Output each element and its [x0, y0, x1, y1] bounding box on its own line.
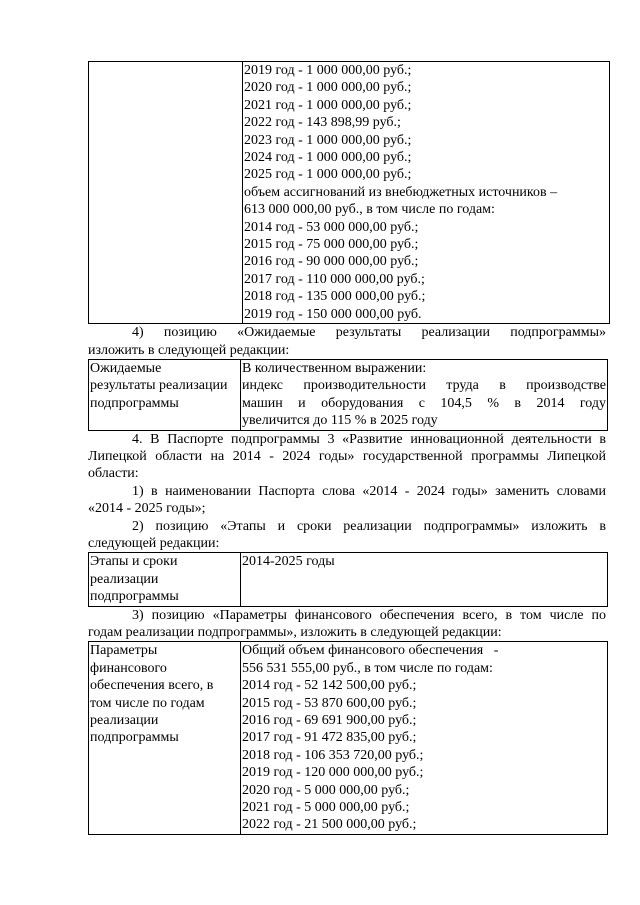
financing-line: 2023 год - 1 000 000,00 руб.;: [244, 132, 412, 148]
value-line: 2022 год - 21 500 000,00 руб.;: [242, 817, 417, 833]
value-line: индекс производительности труда в производстве: [242, 378, 606, 394]
financing-line: 2017 год - 110 000 000,00 руб.;: [244, 271, 425, 287]
expected-results-table: [88, 359, 608, 431]
item-3-paragraph: [88, 607, 606, 642]
label-line: Параметры: [90, 643, 158, 659]
value-line: 2014-2025 годы: [242, 554, 335, 570]
paragraph-line: 2) позицию «Этапы и сроки реализации подпрограммы» изложить в: [132, 518, 606, 534]
item-2-paragraph: [88, 518, 606, 553]
value-line: 2015 год - 53 870 600,00 руб.;: [242, 695, 417, 711]
stages-value-cell: [241, 553, 608, 606]
table-row: [89, 359, 608, 430]
financing-parameters-label-cell: [89, 642, 241, 834]
section-4-paragraph: [88, 431, 606, 483]
financing-line: 2025 год - 1 000 000,00 руб.;: [244, 167, 412, 183]
value-line: 2020 год - 5 000 000,00 руб.;: [242, 782, 410, 798]
document-page: [88, 61, 606, 835]
financing-line: объем ассигнований из внебюджетных источников –: [244, 184, 558, 200]
value-line: 2021 год - 5 000 000,00 руб.;: [242, 800, 410, 816]
expected-results-value-cell: [241, 359, 608, 430]
financing-table-continued: [88, 61, 610, 324]
label-line: финансового: [90, 660, 167, 676]
value-line: машин и оборудования с 104,5 % в 2014 году: [242, 395, 606, 411]
paragraph-line: изложить в следующей редакции:: [88, 342, 290, 358]
financing-line: 2020 год - 1 000 000,00 руб.;: [244, 80, 412, 96]
paragraph-line: Липецкой области на 2014 - 2024 годы» государственной программы Липецкой: [88, 448, 606, 464]
stages-terms-table: [88, 552, 608, 606]
label-line: результаты реализации: [90, 378, 228, 394]
paragraph-line: «2014 - 2025 годы»;: [88, 501, 206, 517]
paragraph-line: годам реализации подпрограммы», изложить в следующей редакции:: [88, 625, 502, 640]
financing-line: 2019 год - 150 000 000,00 руб.: [244, 306, 422, 322]
label-line: Этапы и сроки: [90, 554, 178, 570]
paragraph-line: 4. В Паспорте подпрограммы 3 «Развитие инновационной деятельности в: [132, 431, 606, 447]
item-1-paragraph: [88, 483, 606, 518]
table-row: [89, 553, 608, 606]
value-line: 2016 год - 69 691 900,00 руб.;: [242, 713, 417, 729]
label-line: обеспечения всего, в: [90, 678, 214, 694]
label-line: подпрограммы: [90, 395, 179, 411]
financing-line: 2024 год - 1 000 000,00 руб.;: [244, 150, 412, 166]
paragraph-line: области:: [88, 466, 139, 482]
empty-label-cell: [89, 62, 243, 324]
label-line: реализации: [90, 571, 159, 587]
financing-line: 2014 год - 53 000 000,00 руб.;: [244, 219, 419, 235]
label-line: Ожидаемые: [90, 360, 162, 376]
value-line: 2017 год - 91 472 835,00 руб.;: [242, 730, 417, 746]
financing-parameters-value-cell: [241, 642, 608, 834]
financing-line: 2018 год - 135 000 000,00 руб.;: [244, 289, 426, 305]
label-line: том числе по годам: [90, 695, 205, 711]
financing-line: 613 000 000,00 руб., в том числе по годам:: [244, 202, 495, 218]
paragraph-line: 1) в наименовании Паспорта слова «2014 - 2024 годы» заменить словами: [132, 483, 606, 499]
label-line: реализации: [90, 713, 159, 729]
financing-line: 2015 год - 75 000 000,00 руб.;: [244, 237, 419, 253]
financing-line: 2019 год - 1 000 000,00 руб.;: [244, 63, 412, 78]
paragraph-line: 4) позицию «Ожидаемые результаты реализации подпрограммы»: [132, 325, 606, 341]
value-line: 2014 год - 52 142 500,00 руб.;: [242, 678, 417, 694]
label-line: подпрограммы: [90, 589, 179, 605]
paragraph-expected-results: [88, 324, 606, 359]
value-line: 556 531 555,00 руб., в том числе по годам:: [242, 660, 493, 676]
stages-label-cell: [89, 553, 241, 606]
value-line: Общий объем финансового обеспечения -: [242, 643, 499, 659]
table-row: [89, 62, 610, 324]
label-line: подпрограммы: [90, 730, 179, 746]
financing-values-cell: [243, 62, 610, 324]
value-line: 2018 год - 106 353 720,00 руб.;: [242, 747, 424, 763]
expected-results-label-cell: [89, 359, 241, 430]
financing-line: 2021 год - 1 000 000,00 руб.;: [244, 97, 412, 113]
value-line: В количественном выражении:: [242, 360, 427, 376]
value-line: 2019 год - 120 000 000,00 руб.;: [242, 765, 424, 781]
value-line: увеличится до 115 % в 2025 году: [242, 413, 438, 429]
financing-line: 2022 год - 143 898,99 руб.;: [244, 115, 401, 131]
financing-parameters-table: [88, 641, 608, 834]
paragraph-line: следующей редакции:: [88, 535, 220, 551]
paragraph-line: 3) позицию «Параметры финансового обеспечения всего, в том числе по: [132, 607, 606, 623]
table-row: [89, 642, 608, 834]
financing-line: 2016 год - 90 000 000,00 руб.;: [244, 254, 419, 270]
